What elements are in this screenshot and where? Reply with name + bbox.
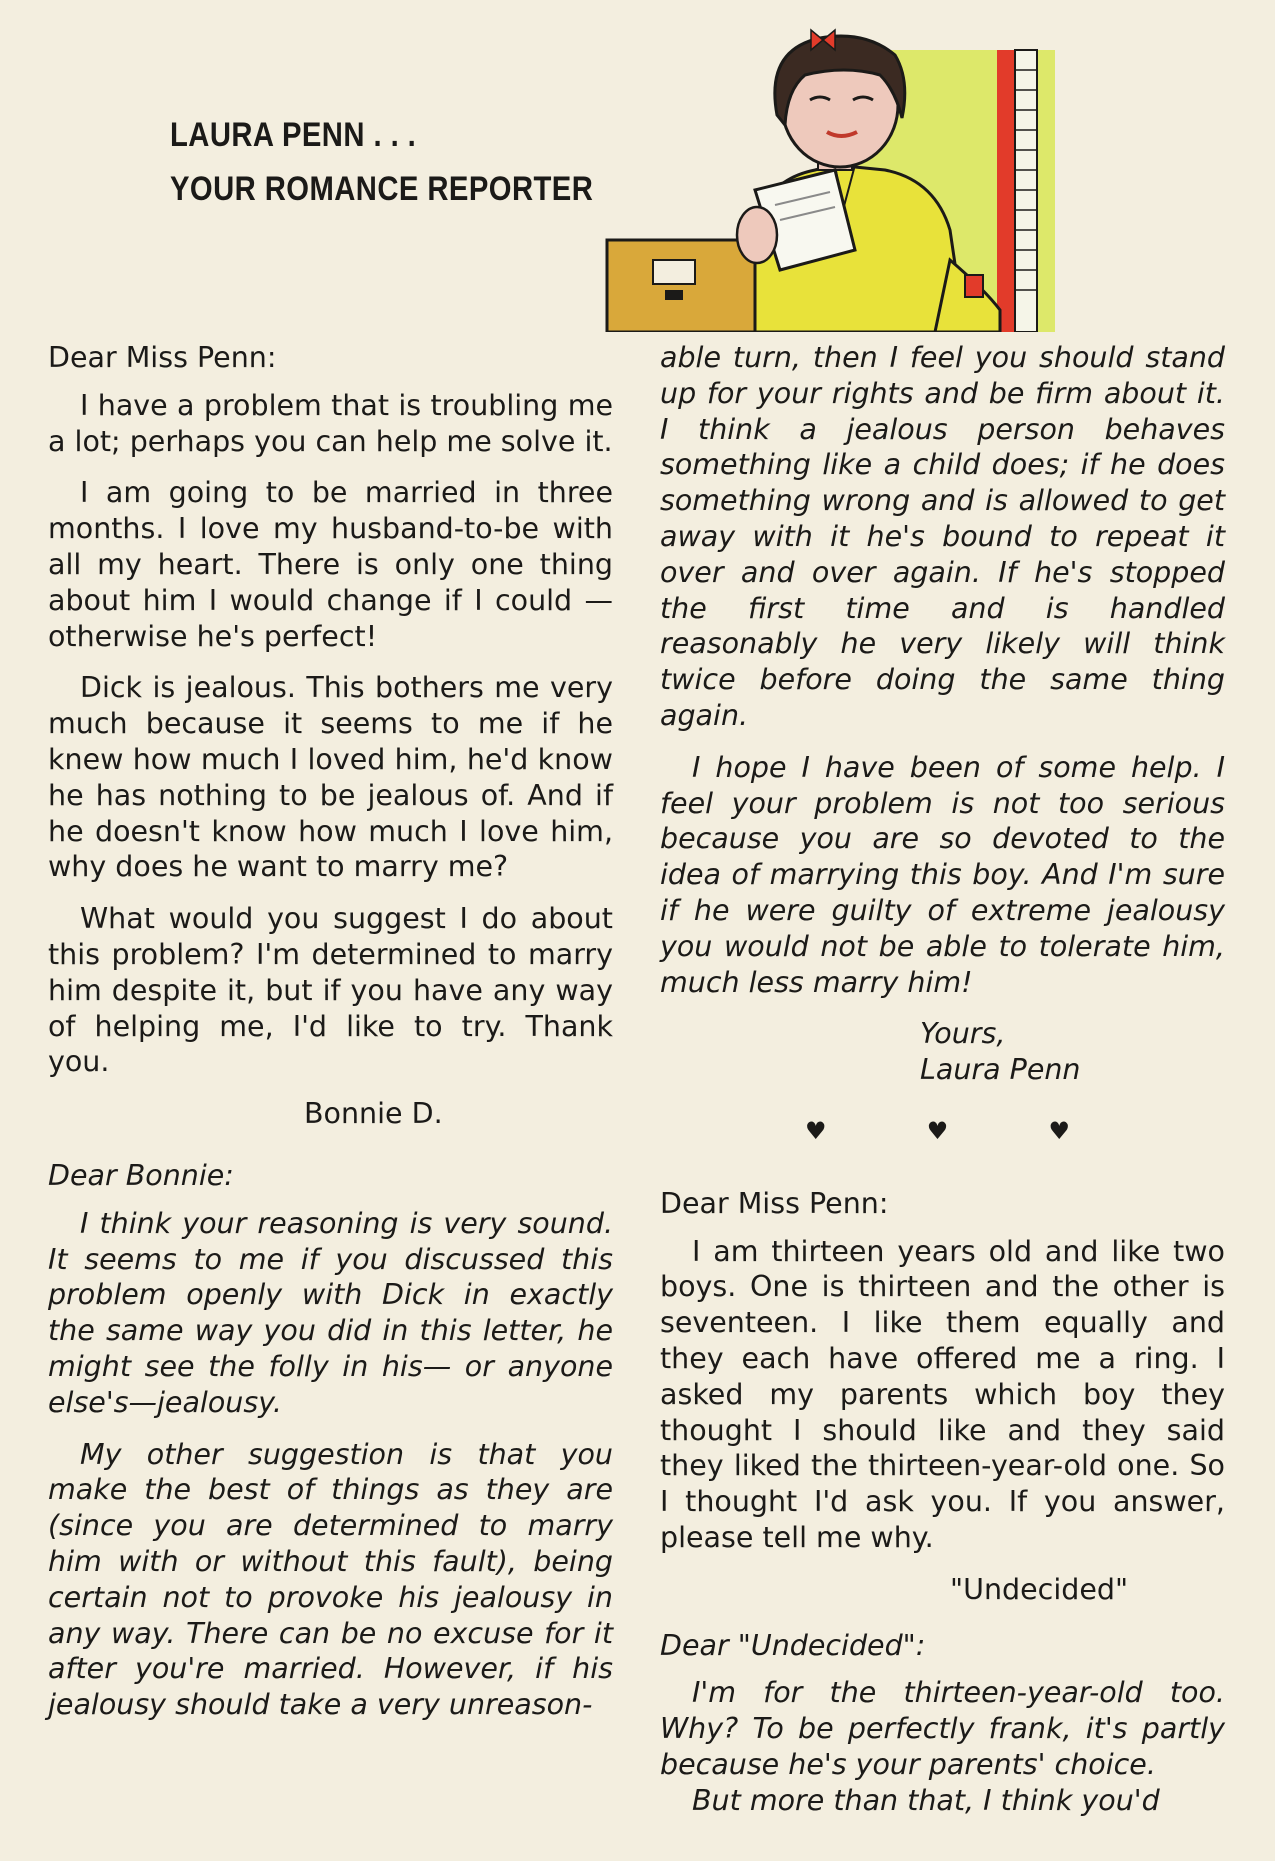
heart-icon: ♥	[1048, 1116, 1070, 1145]
column-header	[170, 108, 593, 216]
reply-paragraph: able turn, then I feel you should stand up for your rights and be firm about it. I think a jealous person behaves something like a child does; if he does something wrong and is allowed to get away with it he's bound to repeat it over and over again. If he's stopped the first time and is handled reasonably he very likely will think twice before doing the same thing again.	[660, 341, 1225, 732]
header-line-2: YOUR ROMANCE REPORTER	[170, 170, 594, 208]
hand	[737, 207, 777, 263]
header-line-1: LAURA PENN . . .	[170, 116, 417, 154]
reply-paragraph: I hope I have been of some help. I feel your problem is not too serious because you are so devoted to the idea of marrying this boy. And I'm sure if he were guilty of extreme jealousy you would not be able to tolerate him, much less marry him!	[660, 750, 1225, 999]
section-divider	[805, 1114, 1070, 1150]
letter-signature: Bonnie D.	[304, 1097, 443, 1131]
reply-paragraph: I think your reasoning is very sound. It seems to me if you discussed this problem openly with Dick in exactly the same way you did in this letter, he might see the folly in his— or anyone else's—jealousy.	[48, 1206, 613, 1419]
file-drawer	[607, 240, 757, 332]
letter-paragraph: I have a problem that is troubling me a lot; perhaps you can help me solve it.	[48, 388, 613, 458]
window-stripe	[997, 50, 1015, 332]
salutation: Dear Miss Penn:	[48, 341, 277, 374]
closing: Yours,	[920, 1017, 1006, 1051]
right-column	[660, 340, 1225, 1834]
closing-name: Laura Penn	[920, 1053, 1081, 1087]
laura-penn-portrait	[605, 20, 1095, 332]
letter-paragraph: I am thirteen years old and like two boys. One is thirteen and the other is seventeen. I like them equally and they each have offered me a ring. I asked my parents which boy they thought I should like and they said they liked the thirteen-year-old one. So I thought I'd ask you. If you answer, please tell me why.	[660, 1234, 1225, 1554]
cuff	[965, 275, 983, 297]
heart-icon: ♥	[926, 1116, 949, 1145]
letter-signature: "Undecided"	[950, 1572, 1129, 1606]
letter-paragraph: I am going to be married in three months. I love my husband-to-be with all my heart. There is only one thing about him I would change if I could —otherwise he's perfect!	[48, 476, 613, 653]
reply-paragraph: My other suggestion is that you make the best of things as they are (since you are determined to marry him with or without this fault), being certain not to provoke his jealousy in any way. There can be no excuse for it after you're married. However, if his jealousy should take a very unreason-	[48, 1437, 613, 1722]
salutation: Dear Miss Penn:	[660, 1186, 889, 1220]
reply-salutation: Dear Bonnie:	[48, 1158, 234, 1192]
reply-paragraph: But more than that, I think you'd	[692, 1783, 1160, 1817]
heart-icon: ♥	[805, 1116, 827, 1145]
reply-salutation: Dear "Undecided":	[660, 1628, 926, 1662]
left-column	[48, 340, 613, 1739]
letter-paragraph: Dick is jealous. This bothers me very much because it seems to me if he knew how much I loved him, he'd know he has nothing to be jealous of. And if he doesn't know how much I love him, why does he want to marry me?	[48, 671, 613, 884]
reply-paragraph: I'm for the thirteen-year-old too. Why? To be perfectly frank, it's partly because he's your parents' choice.	[660, 1676, 1225, 1781]
drawer-label	[653, 260, 695, 284]
letter-paragraph: What would you suggest I do about this problem? I'm determined to marry him despite it, but if you have any way of helping me, I'd like to try. Thank you.	[48, 902, 613, 1079]
